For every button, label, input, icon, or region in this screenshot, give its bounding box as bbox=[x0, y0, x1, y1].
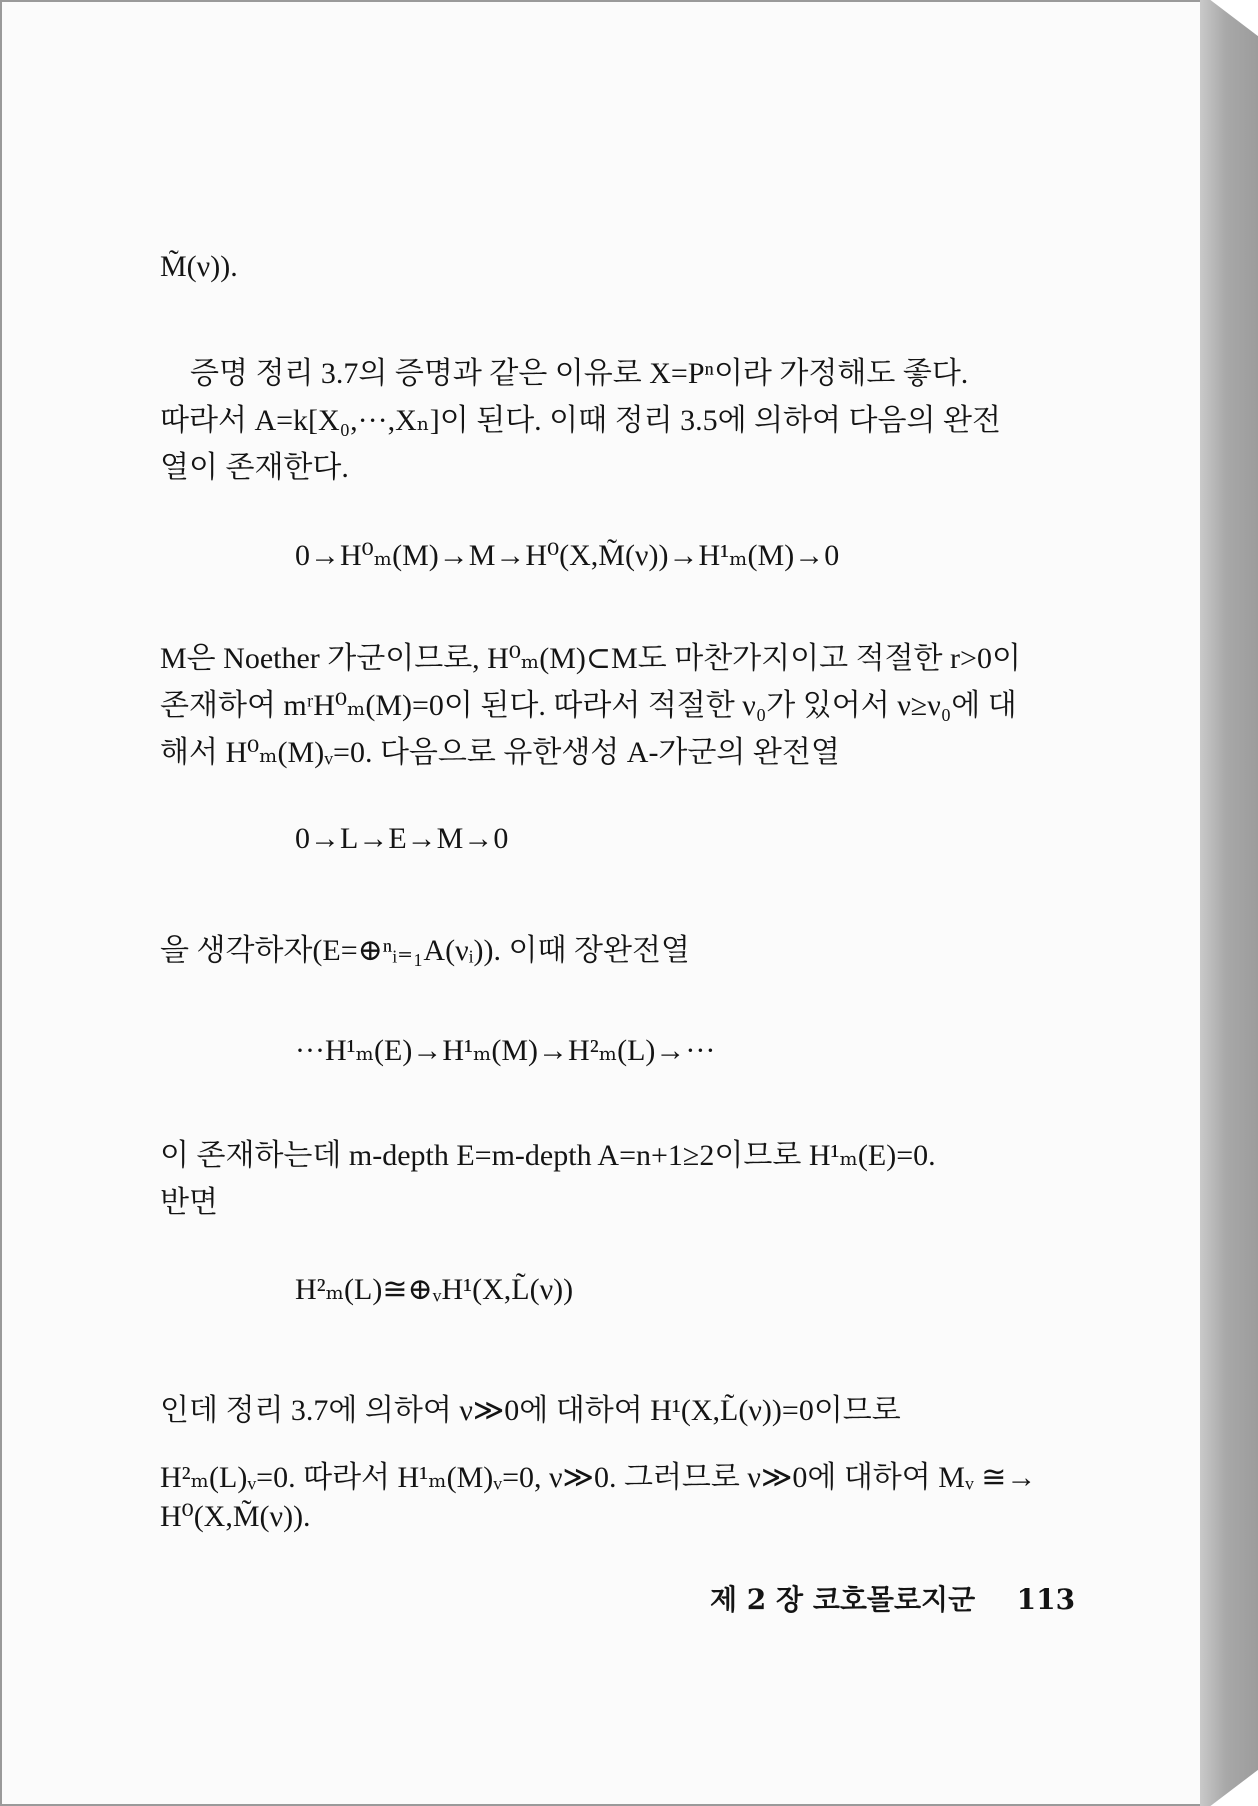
equation-long-exact-sequence: ···H¹ₘ(E)→H¹ₘ(M)→H²ₘ(L)→··· bbox=[295, 1034, 716, 1067]
page-number: 113 bbox=[1016, 1583, 1076, 1616]
proof-line-3: 열이 존재한다. bbox=[160, 451, 349, 484]
text-line-1: M̃(ν)). bbox=[160, 250, 238, 283]
text-line-12: H²ₘ(L)ᵥ=0. 따라서 H¹ₘ(M)ᵥ=0, ν≫0. 그러므로 ν≫0에 대하여 Mᵥ ≅→ bbox=[160, 1461, 1037, 1494]
text-line-7: 해서 H⁰ₘ(M)ᵥ=0. 다음으로 유한생성 A-가군의 완전열 bbox=[160, 736, 840, 769]
page-footer bbox=[710, 1578, 1076, 1618]
proof-line-1: 증명 정리 3.7의 증명과 같은 이유로 X=Pⁿ이라 가정해도 좋다. bbox=[190, 357, 969, 390]
proof-line-2: 따라서 A=k[X₀,···,Xₙ]이 된다. 이때 정리 3.5에 의하여 다음의 완전 bbox=[160, 404, 1001, 437]
page-stack-edge bbox=[1200, 0, 1258, 1806]
text-line-13: H⁰(X,M̃(ν)). bbox=[160, 1500, 311, 1533]
text-line-6: 존재하여 mʳH⁰ₘ(M)=0이 된다. 따라서 적절한 ν₀가 있어서 ν≥ν₀에 대 bbox=[160, 689, 1017, 722]
equation-isomorphism: H²ₘ(L)≅⊕ᵥH¹(X,L̃(ν)) bbox=[295, 1273, 574, 1306]
equation-exact-sequence-2: 0→L→E→M→0 bbox=[295, 822, 509, 855]
chapter-title: 제 2 장 코호몰로지군 bbox=[710, 1583, 976, 1616]
text-line-5: M은 Noether 가군이므로, H⁰ₘ(M)⊂M도 마찬가지이고 적절한 r>0이 bbox=[160, 642, 1021, 675]
text-line-11: 인데 정리 3.7에 의하여 ν≫0에 대하여 H¹(X,L̃(ν))=0이므로 bbox=[160, 1394, 901, 1427]
text-line-8: 을 생각하자(E=⊕ⁿᵢ₌₁A(νᵢ)). 이때 장완전열 bbox=[160, 934, 690, 967]
text-line-10: 반면 bbox=[160, 1186, 218, 1219]
text-line-9: 이 존재하는데 m-depth E=m-depth A=n+1≥2이므로 H¹ₘ(E)=0. bbox=[160, 1139, 936, 1172]
equation-exact-sequence-1: 0→H⁰ₘ(M)→M→H⁰(X,M̃(ν))→H¹ₘ(M)→0 bbox=[295, 539, 840, 572]
